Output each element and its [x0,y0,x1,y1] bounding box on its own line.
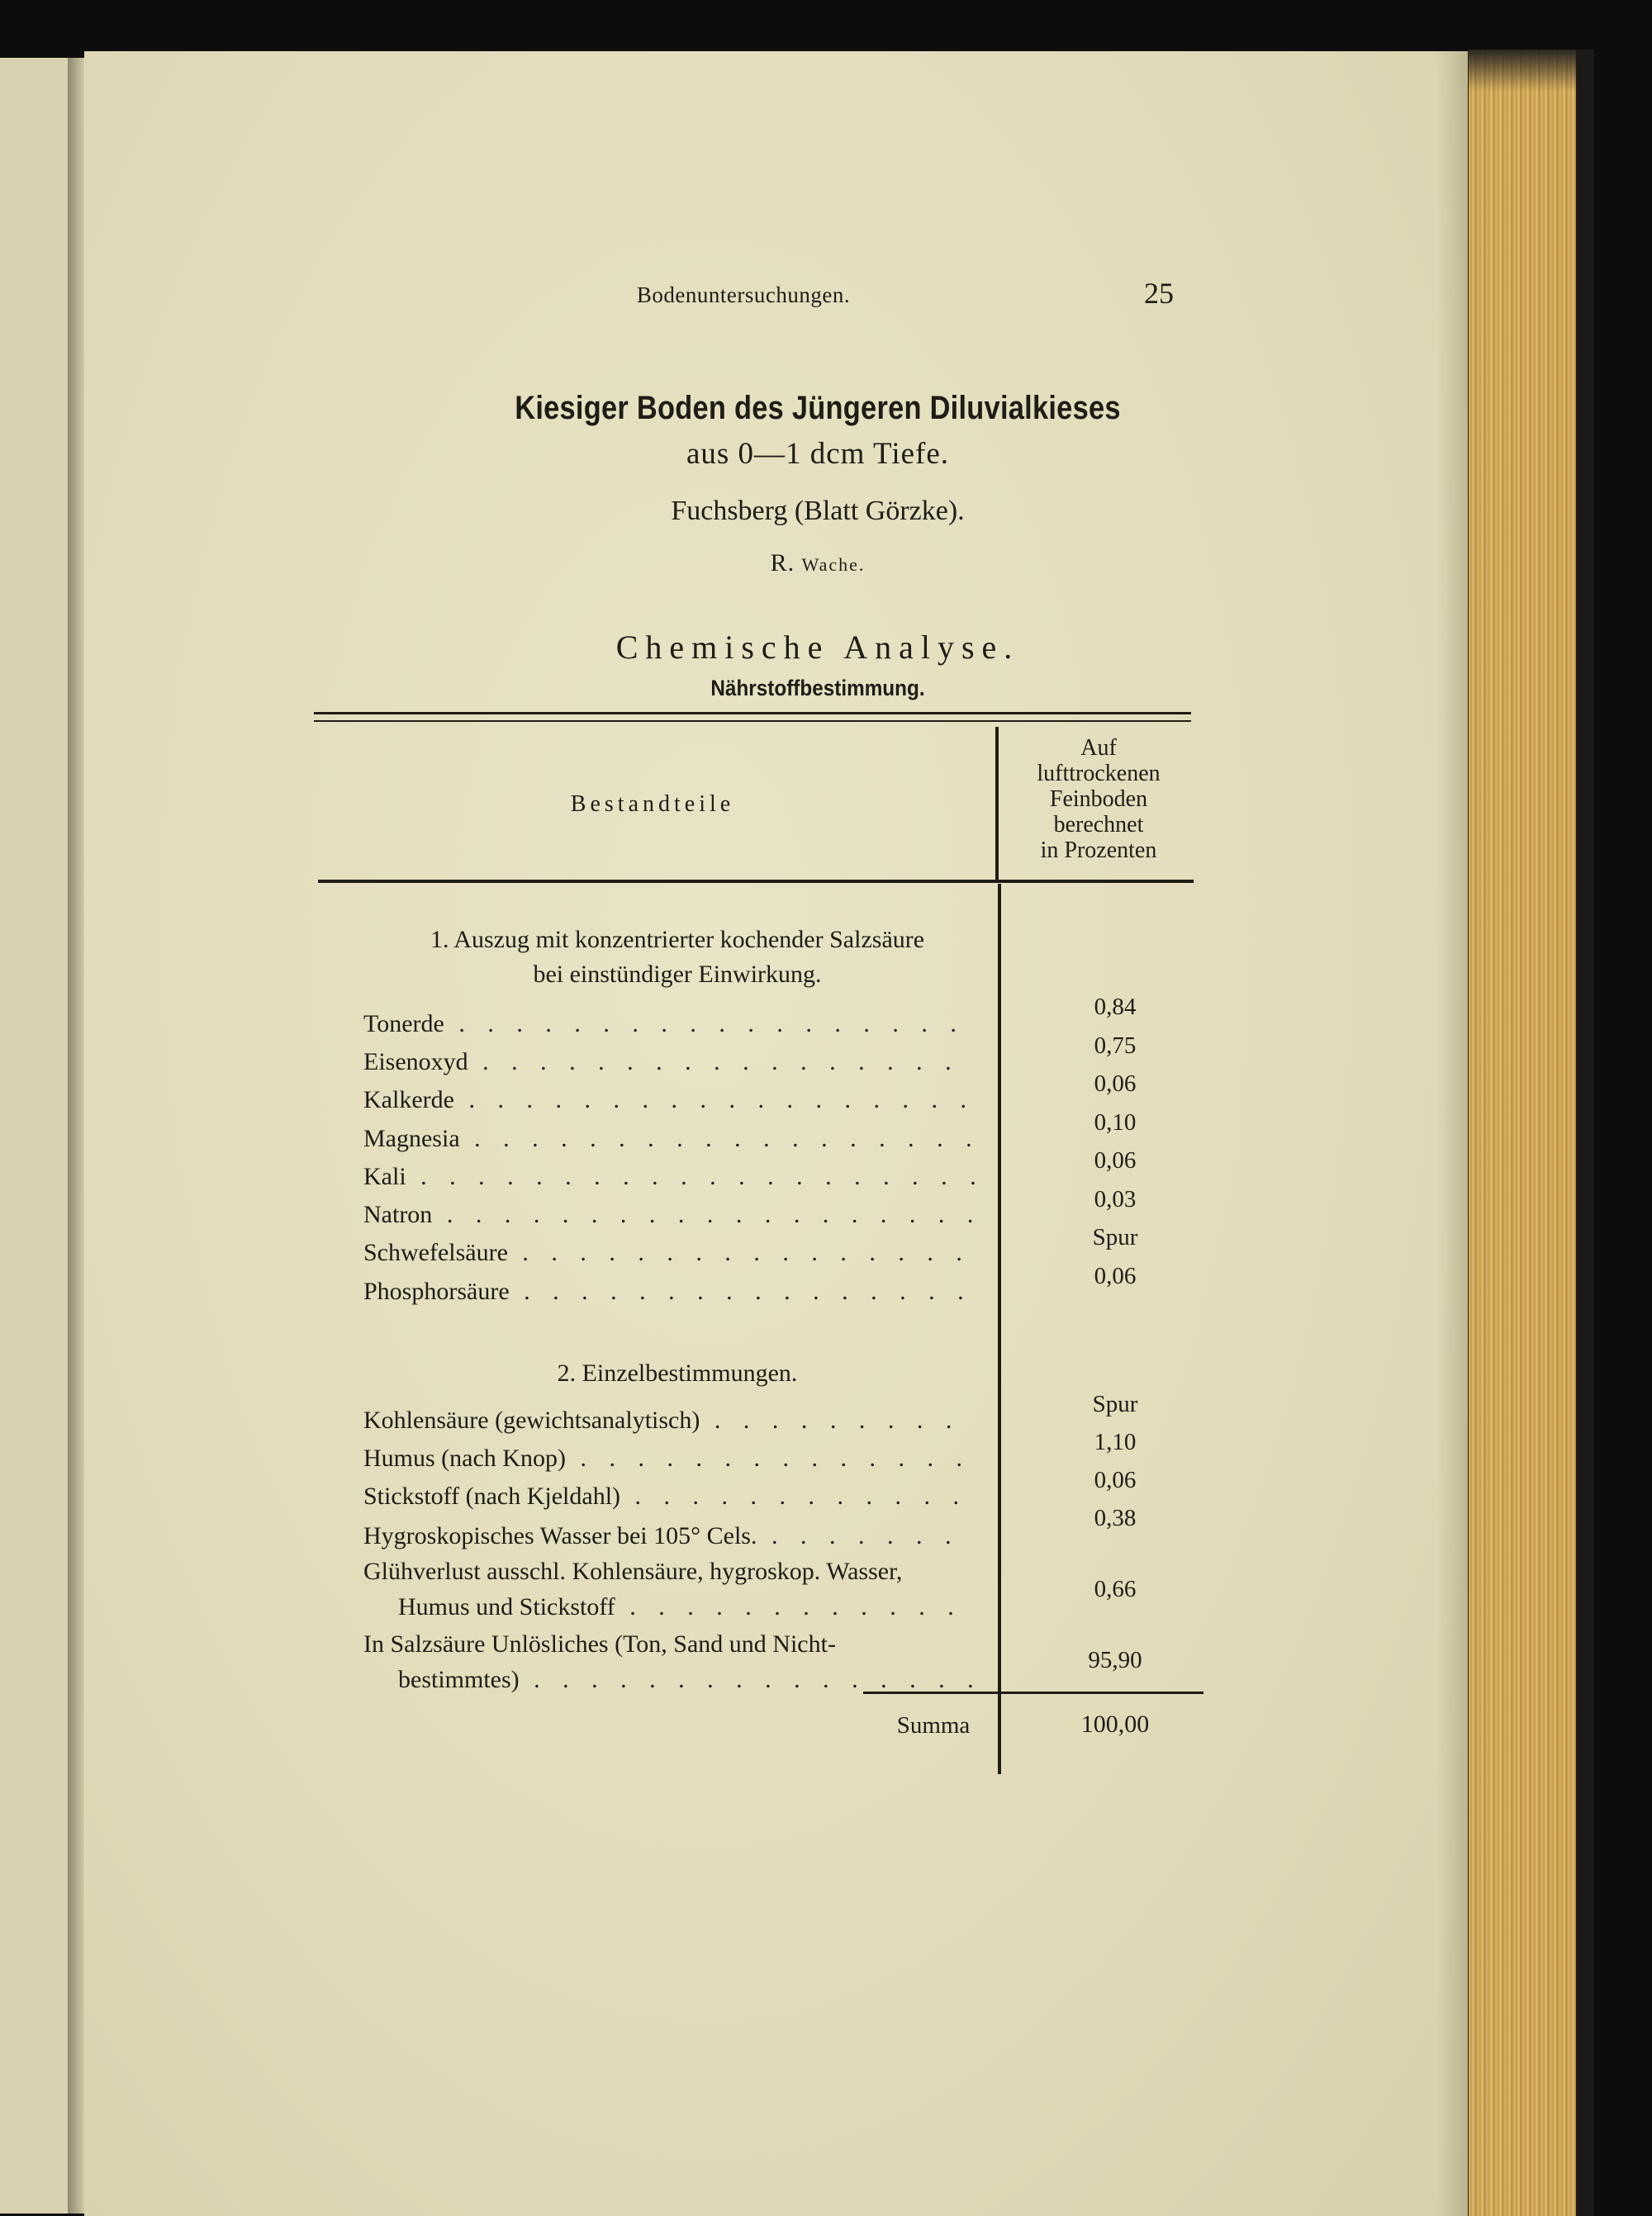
section1-heading-line1: 1. Auszug mit konzentrierter kochender Salzsäure [430,926,925,953]
table-row-value: 95,90 [1088,1647,1142,1673]
author-line [463,549,1173,577]
table-row-value: 0,38 [1094,1505,1137,1531]
page-number: 25 [1144,277,1174,310]
table-row-label: Kohlensäure (gewichtsanalytisch) . . . [363,1404,975,1437]
table-row-label: Magnesia . . . [363,1122,975,1155]
column-header-line: berechnet [1053,812,1144,838]
analysis-heading: Chemische Analyse. [615,629,1020,666]
table-row-label: Tonerde . . . [363,1008,975,1041]
analysis-subheading: Nährstoffbestimmung. [710,676,925,700]
header-column-divider [995,727,999,880]
page-stack-shadow [1469,50,1576,91]
author-initial: R. [770,549,795,577]
body-column-divider [998,884,1001,1774]
column-header-line: Feinboden [1049,786,1148,812]
location-line: Fuchsberg (Blatt Görzke). [671,496,965,526]
table-row-value: 0,03 [1094,1186,1137,1212]
table-row-value: 0,06 [1094,1263,1137,1289]
table-row-value: 0,06 [1094,1147,1137,1174]
page-title: Kiesiger Boden des Jüngeren Diluvialkieses [515,390,1121,426]
section1-heading-line2: bei einstündiger Einwirkung. [533,961,822,988]
table-row-label-line1: In Salzsäure Unlösliches (Ton, Sand und Nicht- [363,1630,836,1658]
table-row-label: Kali . . . [363,1160,975,1193]
table-row-label-line1: Glühverlust ausschl. Kohlensäure, hygroskop. Wasser, [363,1558,903,1585]
table-row-value: 0,75 [1094,1032,1137,1059]
table-row-label: Humus (nach Knop) . . . [363,1442,975,1475]
table-row-label: Natron . . . [363,1198,975,1231]
left-page-edge [0,58,68,2214]
table-row-value: Spur [1092,1224,1138,1250]
table-row-label: Eisenoxyd . . . [363,1046,975,1079]
table-row-label: Stickstoff (nach Kjeldahl) . . . [363,1480,975,1513]
depth-subtitle: aus 0—1 dcm Tiefe. [686,437,950,471]
table-row-value: 0,10 [1094,1109,1137,1136]
column-header-bestandteile: Bestandteile [570,791,735,817]
summa-label: Summa [896,1712,971,1739]
table-row-value: 1,10 [1094,1429,1137,1455]
table-row-label: Kalkerde . . . [363,1084,975,1117]
table-row-value: Spur [1092,1391,1138,1417]
table-row-label: Schwefelsäure . . . [363,1236,975,1269]
table-row-value: 0,06 [1094,1070,1137,1097]
table-row-value: 0,66 [1094,1576,1137,1602]
header-bottom-rule [318,880,1194,883]
section2-heading: 2. Einzelbestimmungen. [557,1359,798,1387]
column-header-line: lufttrockenen [1037,761,1161,786]
running-head: Bodenuntersuchungen. [636,282,851,307]
column-header-line: Auf [1080,735,1117,761]
author-name: Wache. [801,554,866,575]
table-top-rule-thin [314,720,1191,722]
summa-value: 100,00 [1080,1711,1150,1738]
column-header-line: in Prozenten [1040,838,1157,863]
table-row-label-line2: bestimmtes) . . . [398,1663,975,1696]
book-cover-edge [1576,50,1594,2216]
table-row-label-line2: Humus und Stickstoff . . . [398,1591,975,1624]
table-top-rule [314,712,1191,714]
column-header-prozent [999,735,1198,863]
left-page-shadow [68,58,84,2214]
page-stack-edge [1469,50,1576,2216]
table-row-label: Phosphorsäure . . . [363,1275,975,1308]
page-gutter [1437,51,1470,2216]
table-row-label: Hygroskopisches Wasser bei 105° Cels. . . . [363,1520,975,1553]
table-row-value: 0,84 [1094,994,1137,1020]
table-row-value: 0,06 [1094,1467,1137,1493]
